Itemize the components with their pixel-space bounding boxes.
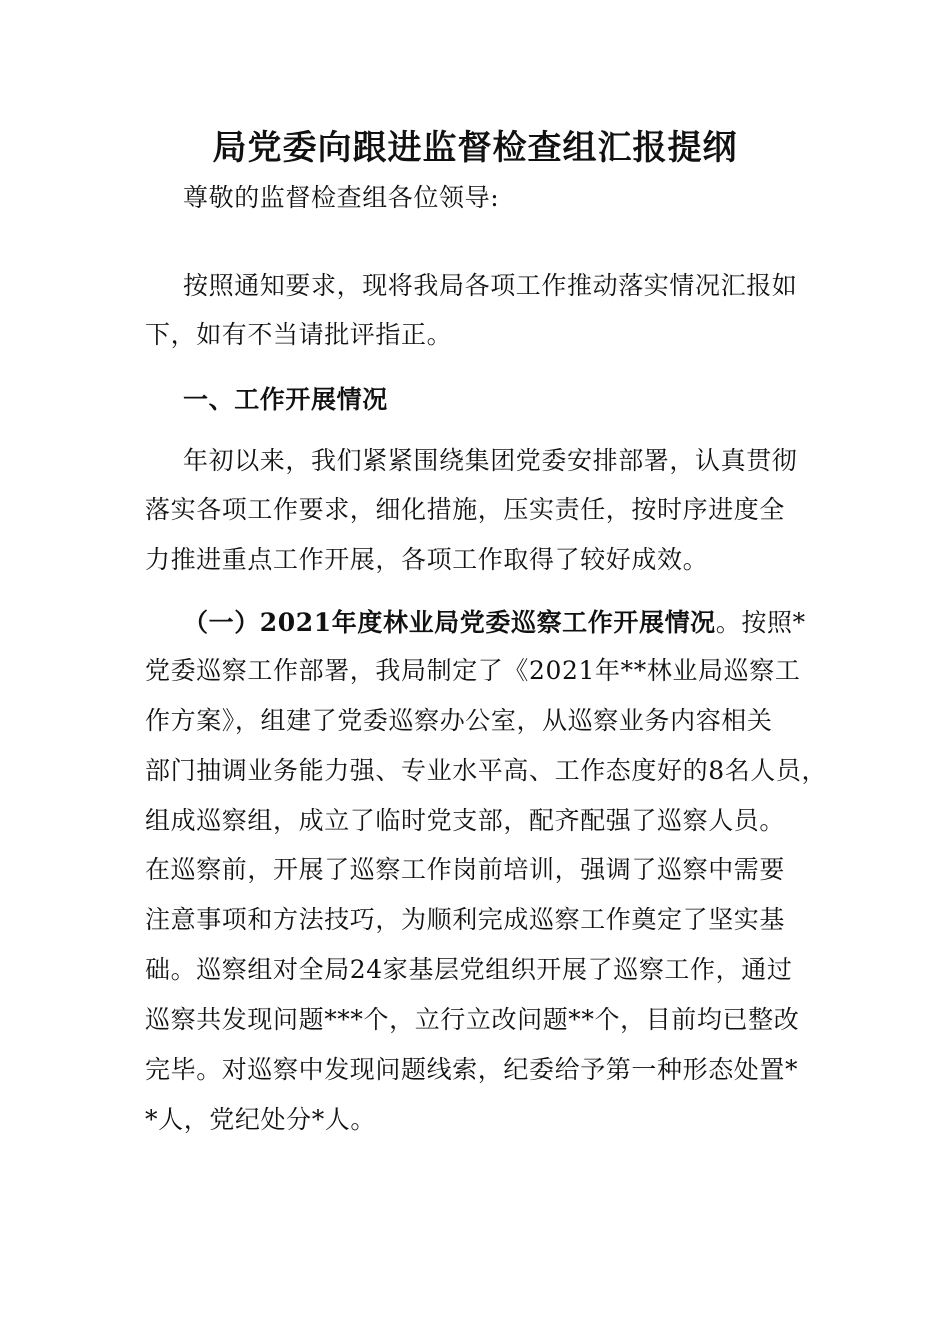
subsection-line-9: 完毕。对巡察中发现问题线索，纪委给予第一种形态处置* bbox=[145, 1055, 799, 1084]
salutation: 尊敬的监督检查组各位领导: bbox=[183, 183, 500, 212]
section-heading: 一、工作开展情况 bbox=[183, 385, 388, 414]
subsection-line-1: 党委巡察工作部署，我局制定了《2021年**林业局巡察工 bbox=[145, 656, 801, 685]
intro-line-2: 下，如有不当请批评指正。 bbox=[145, 320, 453, 349]
section-paragraph-line-3: 力推进重点工作开展，各项工作取得了较好成效。 bbox=[145, 545, 709, 574]
subsection-line-7: 础。巡察组对全局24家基层党组织开展了巡察工作，通过 bbox=[145, 955, 793, 984]
subsection-line-8: 巡察共发现问题***个，立行立改问题**个，目前均已整改 bbox=[145, 1005, 800, 1034]
subsection-line-6: 注意事项和方法技巧，为顺利完成巡察工作奠定了坚实基 bbox=[145, 905, 786, 934]
intro-line-1: 按照通知要求，现将我局各项工作推动落实情况汇报如 bbox=[183, 271, 798, 300]
document-title: 局党委向跟进监督检查组汇报提纲 bbox=[212, 128, 738, 168]
subsection-line-3: 部门抽调业务能力强、专业水平高、工作态度好的8名人员， bbox=[145, 756, 828, 785]
subsection-line-4: 组成巡察组，成立了临时党支部，配齐配强了巡察人员。 bbox=[145, 806, 786, 835]
section-paragraph-line-2: 落实各项工作要求，细化措施，压实责任，按时序进度全 bbox=[145, 495, 786, 524]
subsection-line-10: *人，党纪处分*人。 bbox=[145, 1105, 377, 1134]
subsection-line-5: 在巡察前，开展了巡察工作岗前培训，强调了巡察中需要 bbox=[145, 855, 786, 884]
subsection-first-line bbox=[183, 601, 806, 645]
subsection-line-2: 作方案》，组建了党委巡察办公室，从巡察业务内容相关 bbox=[145, 706, 773, 735]
section-paragraph-line-1: 年初以来，我们紧紧围绕集团党委安排部署，认真贯彻 bbox=[183, 446, 798, 475]
subsection-first-line-rest: 。按照* bbox=[715, 608, 806, 637]
subsection-heading: （一）2021年度林业局党委巡察工作开展情况 bbox=[183, 608, 716, 637]
